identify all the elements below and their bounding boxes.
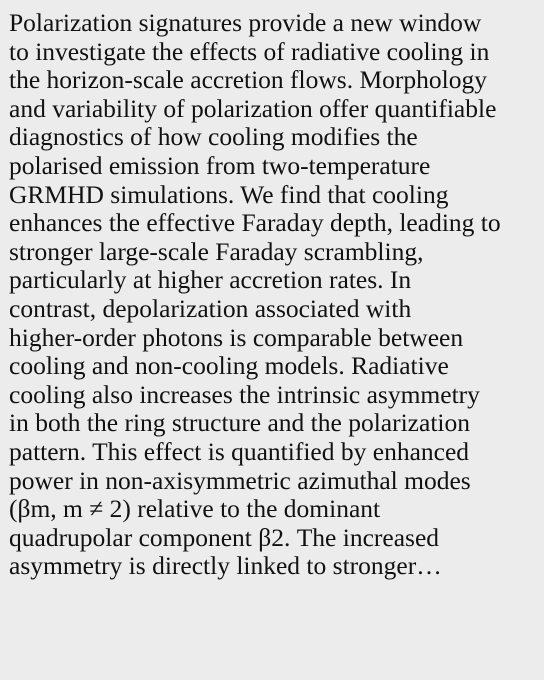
abstract-line: the horizon-scale accretion flows. Morphology [9,65,487,95]
abstract-line: polarised emission from two-temperature [9,150,431,180]
abstract-line: GRMHD simulations. We find that cooling [9,179,449,209]
abstract-line: in both the ring structure and the polarization [9,408,470,438]
abstract-line: higher-order photons is comparable between [9,322,464,352]
abstract-line: (βm, m ≠ 2) relative to the dominant [9,494,381,524]
abstract-line: cooling also increases the intrinsic asymmetry [9,379,480,409]
abstract-line: stronger large-scale Faraday scrambling, [9,236,424,266]
abstract-line: diagnostics of how cooling modifies the [9,122,418,152]
abstract-line: pattern. This effect is quantified by enhanced [9,436,470,466]
abstract-line: quadrupolar component β2. The increased [9,522,440,552]
abstract-line: power in non-axisymmetric azimuthal modes [9,465,471,495]
abstract-line: to investigate the effects of radiative cooling in [9,36,490,66]
abstract-line: cooling and non-cooling models. Radiative [9,351,449,381]
abstract-line: contrast, depolarization associated with [9,293,412,323]
abstract-line: particularly at higher accretion rates. In [9,265,412,295]
abstract-line: and variability of polarization offer quantifiable [9,93,497,123]
abstract-line: enhances the effective Faraday depth, leading to [9,208,501,238]
abstract-text [9,9,537,581]
abstract-line: Polarization signatures provide a new window [9,8,482,37]
abstract-line: asymmetry is directly linked to stronger… [9,551,442,581]
